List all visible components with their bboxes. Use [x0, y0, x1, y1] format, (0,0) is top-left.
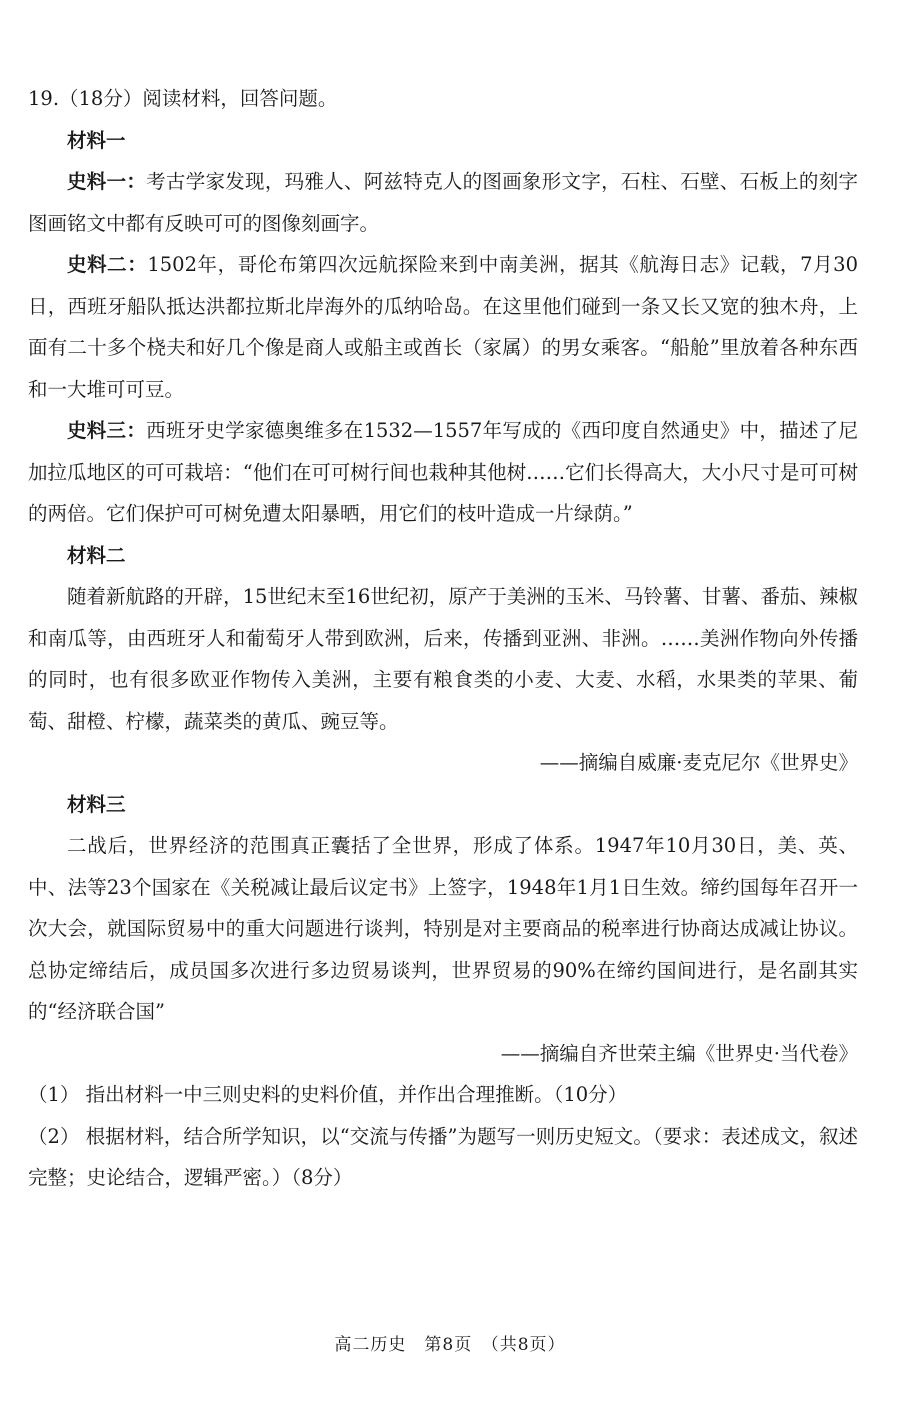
- item3-label: 史料三：: [67, 419, 147, 442]
- item1-label: 史料一：: [67, 170, 147, 193]
- question-title: 19.（18分）阅读材料，回答问题。: [28, 87, 338, 110]
- material3-heading: 材料三: [67, 792, 126, 816]
- material1-heading: 材料一: [67, 128, 126, 152]
- item2-text: 1502年，哥伦布第四次远航探险来到中南美洲，据其《航海日志》记载，7月30日，西班牙船队抵达洪都拉斯北岸海外的瓜纳哈岛。在这里他们碰到一条又长又宽的独木舟，上面有二十多个桡夫和好几个像是商人或船主或酋长（家属）的男女乘客。“船舱”里放着各种东西和一大堆可可豆。: [28, 253, 858, 401]
- item1-text: 考古学家发现，玛雅人、阿兹特克人的图画象形文字，石柱、石壁、石板上的刻字图画铭文中都有反映可可的图像刻画字。: [28, 170, 858, 235]
- material3-text: 二战后，世界经济的范围真正囊括了全世界，形成了体系。1947年10月30日，美、英、中、法等23个国家在《关税减让最后议定书》上签字，1948年1月1日生效。缔约国每年召开一次大会，就国际贸易中的重大问题进行谈判，特别是对主要商品的税率进行协商达成减让协议。总协定缔结后，成员国多次进行多边贸易谈判，世界贸易的90%在缔约国间进行，是名副其实的“经济联合国”: [28, 834, 858, 1023]
- material2-source: ——摘编自威廉·麦克尼尔《世界史》: [539, 751, 858, 774]
- material3-source: ——摘编自齐世荣主编《世界史·当代卷》: [500, 1041, 858, 1065]
- material2-heading: 材料二: [67, 543, 126, 567]
- sub-question-1: （1） 指出材料一中三则史料的史料价值，并作出合理推断。（10分）: [28, 1083, 628, 1106]
- sub-question-2: （2） 根据材料，结合所学知识，以“交流与传播”为题写一则历史短文。（要求：表述成文，叙述完整；史论结合，逻辑严密。）（8分）: [28, 1124, 858, 1189]
- page-footer: 高二历史 第8页 （共8页）: [334, 1335, 566, 1355]
- item2-label: 史料二：: [67, 253, 148, 276]
- material1-item3: [28, 410, 858, 535]
- item3-text: 西班牙史学家德奥维多在1532—1557年写成的《西印度自然通史》中，描述了尼加拉瓜地区的可可栽培：“他们在可可树行间也栽种其他树……它们长得高大，大小尺寸是可可树的两倍。它们保护可可树免遭太阳暴晒，用它们的枝叶造成一片绿荫。”: [28, 419, 858, 525]
- material1-item2: [28, 244, 858, 410]
- material2-text: 随着新航路的开辟，15世纪末至16世纪初，原产于美洲的玉米、马铃薯、甘薯、番茄、辣椒和南瓜等，由西班牙人和葡萄牙人带到欧洲，后来，传播到亚洲、非洲。……美洲作物向外传播的同时，也有很多欧亚作物传入美洲，主要有粮食类的小麦、大麦、水稻，水果类的苹果、葡萄、甜橙、柠檬，蔬菜类的黄瓜、豌豆等。: [28, 585, 858, 733]
- material1-item1: [28, 161, 858, 244]
